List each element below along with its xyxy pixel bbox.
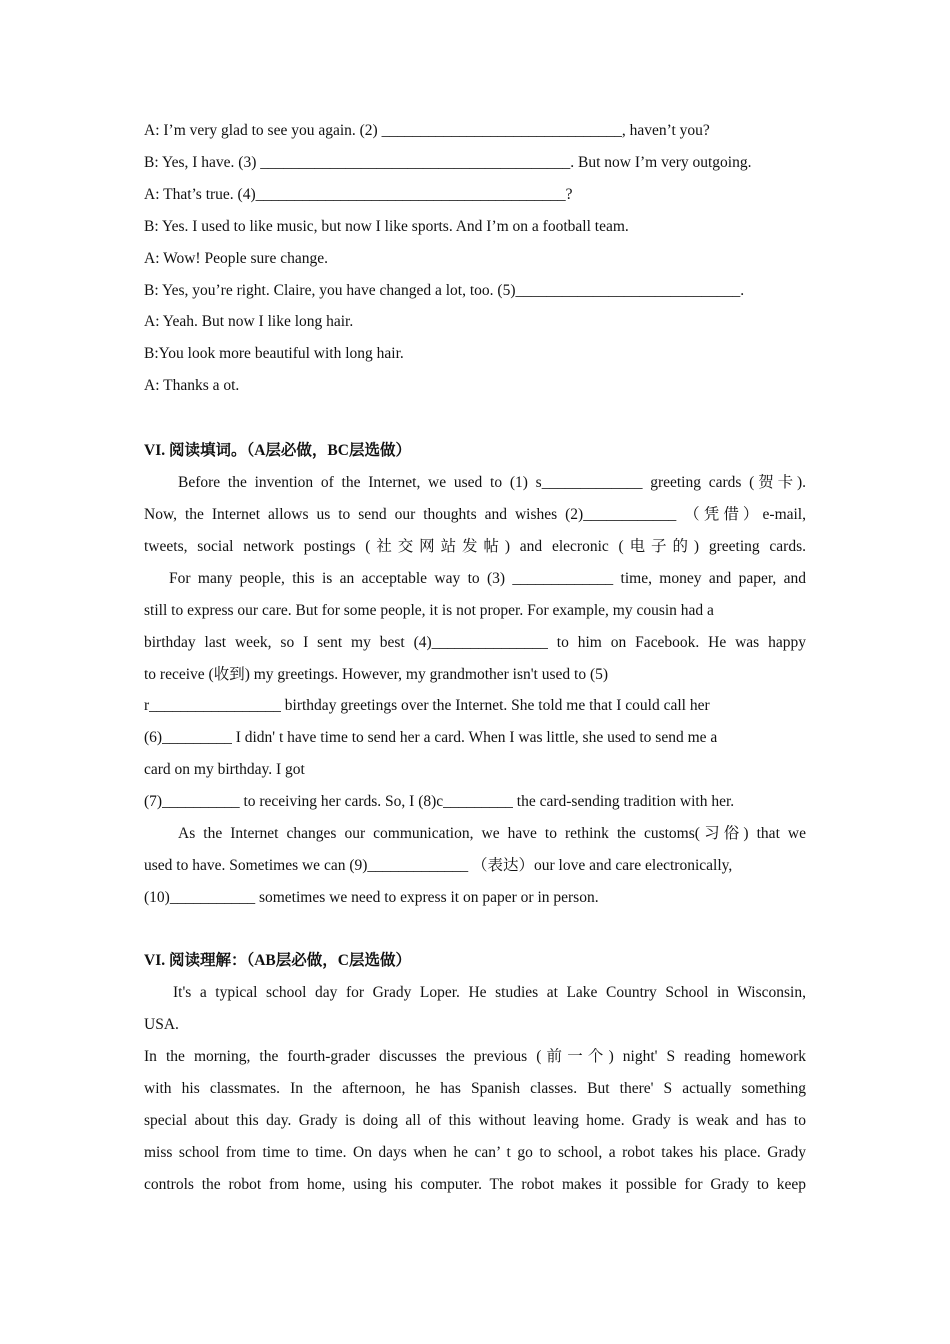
dialogue-line: B: Yes, you’re right. Claire, you have changed a lot, too. (5)_____________________________. [144, 282, 745, 299]
dialogue-line: B:You look more beautiful with long hair. [144, 345, 404, 362]
dialogue-line: A: Wow! People sure change. [144, 250, 328, 267]
passage-line: For many people, this is an acceptable way to (3) _____________ time, money and paper, and [169, 570, 806, 587]
passage-line: tweets, social network postings (社交网站发帖) and elecronic (电子的) greeting cards. [144, 538, 806, 555]
passage-line: card on my birthday. I got [144, 761, 305, 778]
dialogue-line: A: Thanks a ot. [144, 377, 240, 394]
passage-line: birthday last week, so I sent my best (4)_______________ to him on Facebook. He was happy [144, 634, 806, 651]
passage-line: (7)__________ to receiving her cards. So, I (8)c_________ the card-sending tradition with her. [144, 793, 735, 810]
passage-line: As the Internet changes our communication, we have to rethink the customs(习俗) that we [178, 825, 806, 842]
dialogue-line: B: Yes, I have. (3) ________________________________________. But now I’m very outgoing. [144, 154, 752, 171]
passage-line: Before the invention of the Internet, we used to (1) s_____________ greeting cards (贺卡). [178, 474, 806, 491]
passage-line: used to have. Sometimes we can (9)_____________ （表达）our love and care electronically, [144, 857, 733, 874]
section-heading: VI. 阅读填词。（A层必做，BC层选做） [144, 442, 411, 459]
passage-line: still to express our care. But for some people, it is not proper. For example, my cousin had a [144, 602, 714, 619]
passage-line: miss school from time to time. On days when he can’ t go to school, a robot takes his place. Grady [144, 1144, 806, 1161]
passage-line: special about this day. Grady is doing all of this without leaving home. Grady is weak and has to [144, 1112, 806, 1129]
passage-line: In the morning, the fourth-grader discusses the previous (前一个) night' S reading homework [144, 1048, 806, 1065]
passage-line: Now, the Internet allows us to send our thoughts and wishes (2)____________ （凭借）e-mail, [144, 506, 806, 523]
section-heading: VI. 阅读理解：（AB层必做，C层选做） [144, 952, 411, 969]
passage-line: controls the robot from home, using his computer. The robot makes it possible for Grady to keep [144, 1176, 806, 1193]
dialogue-line: A: That’s true. (4)________________________________________? [144, 186, 573, 203]
passage-line: (6)_________ I didn' t have time to send her a card. When I was little, she used to send me a [144, 729, 718, 746]
passage-line: It's a typical school day for Grady Loper. He studies at Lake Country School in Wisconsin, [173, 984, 806, 1001]
passage-line: r_________________ birthday greetings over the Internet. She told me that I could call her [144, 697, 710, 714]
passage-line: to receive (收到) my greetings. However, my grandmother isn't used to (5) [144, 666, 609, 683]
dialogue-line: B: Yes. I used to like music, but now I like sports. And I’m on a football team. [144, 218, 629, 235]
passage-line: (10)___________ sometimes we need to express it on paper or in person. [144, 889, 599, 906]
dialogue-line: A: I’m very glad to see you again. (2) _______________________________, haven’t you? [144, 122, 710, 139]
passage-line: USA. [144, 1016, 179, 1033]
passage-line: with his classmates. In the afternoon, he has Spanish classes. But there' S actually something [144, 1080, 806, 1097]
dialogue-line: A: Yeah. But now I like long hair. [144, 313, 354, 330]
